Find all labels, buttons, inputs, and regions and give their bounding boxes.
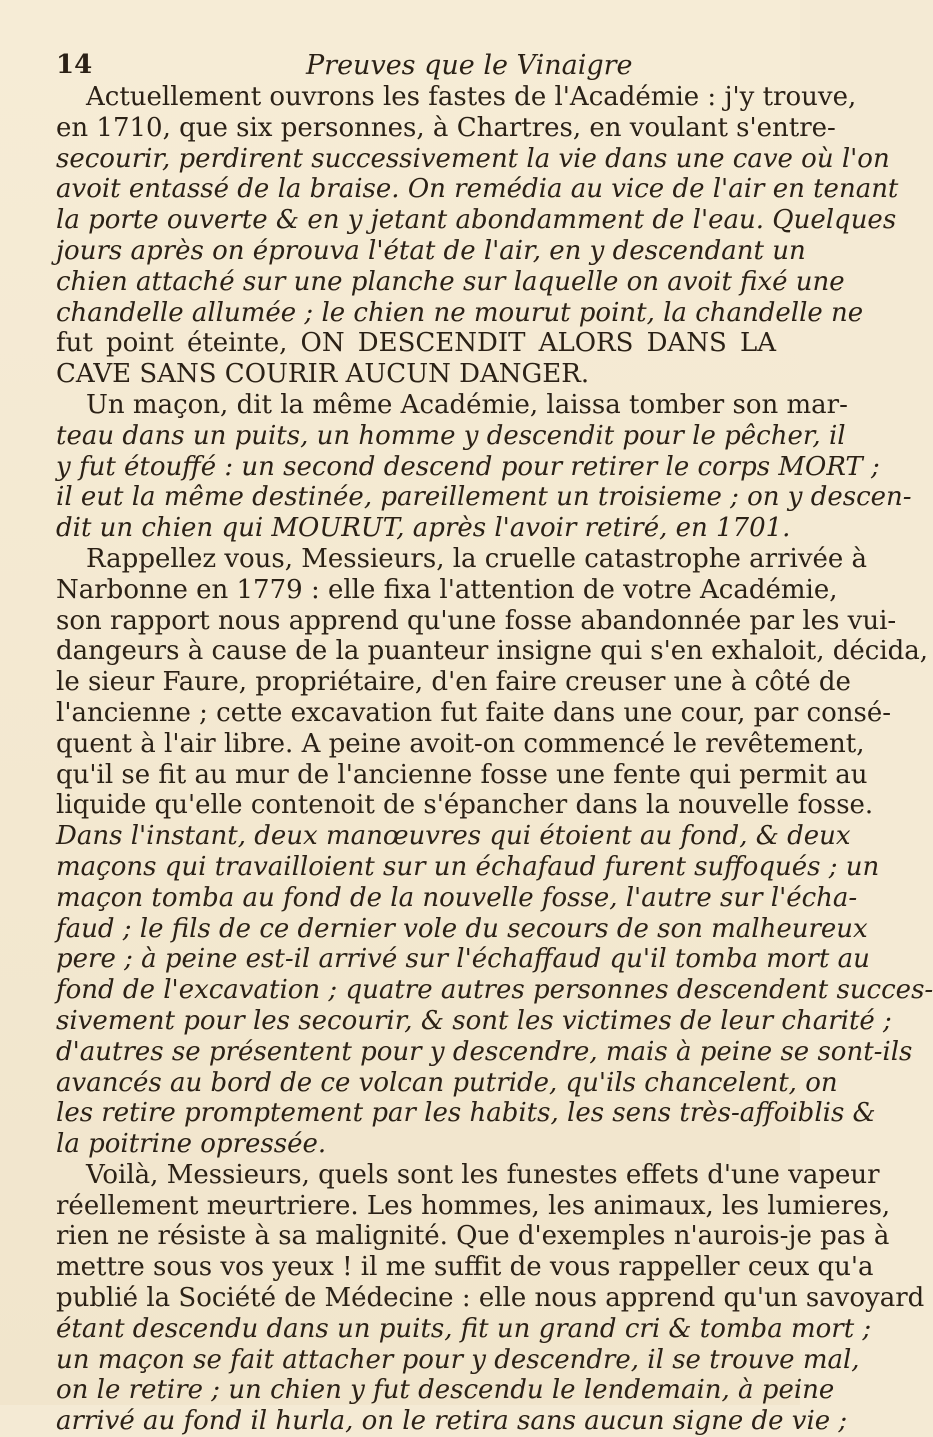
text-line: maçons qui travailloient sur un échafaud furent suffoqués ; un xyxy=(56,851,880,882)
text-line: Narbonne en 1779 : elle fixa l'attention de votre Académie, xyxy=(56,574,838,605)
text-line: la poitrine opressée. xyxy=(56,1129,327,1160)
page-header xyxy=(56,50,760,84)
text-line: la porte ouverte & en y jetant abondamment de l'eau. Quelques xyxy=(56,205,897,236)
text-line: les retire promptement par les habits, les sens très-affoiblis & xyxy=(56,1098,876,1129)
text-line: faud ; le fils de ce dernier vole du secours de son malheureux xyxy=(56,913,868,944)
text-line: Actuellement ouvrons les fastes de l'Académie : j'y trouve, xyxy=(86,82,857,112)
text-line: on le retire ; un chien y fut descendu le lendemain, à peine xyxy=(56,1375,835,1406)
text-line: d'autres se présentent pour y descendre, mais à peine se sont-ils xyxy=(56,1036,913,1067)
text-line: teau dans un puits, un homme y descendit pour le pêcher, il xyxy=(56,420,846,451)
text-line: arrivé au fond il hurla, on le retira sans aucun signe de vie ; xyxy=(56,1406,848,1437)
text-line: avancés au bord de ce volcan putride, qu'ils chancelent, on xyxy=(56,1067,838,1098)
body-text xyxy=(56,82,933,1437)
text-line: le sieur Faure, propriétaire, d'en faire creuser une à côté de xyxy=(56,667,851,698)
text-line: CAVE SANS COURIR AUCUN DANGER. xyxy=(56,359,590,390)
text-line: fond de l'excavation ; quatre autres personnes descendent succes- xyxy=(56,975,933,1006)
text-line: rien ne résiste à sa malignité. Que d'exemples n'aurois-je pas à xyxy=(56,1221,890,1252)
text-line: Un maçon, dit la même Académie, laissa tomber son mar- xyxy=(86,389,848,420)
text-line: pere ; à peine est-il arrivé sur l'échaffaud qu'il tomba mort au xyxy=(56,944,870,975)
text-line: réellement meurtriere. Les hommes, les animaux, les lumieres, xyxy=(56,1190,891,1221)
text-line: maçon tomba au fond de la nouvelle fosse, l'autre sur l'écha- xyxy=(56,882,858,913)
page-number: 14 xyxy=(56,50,93,80)
text-line: l'ancienne ; cette excavation fut faite dans une cour, par consé- xyxy=(56,697,891,728)
text-line: avoit entassé de la braise. On remédia au vice de l'air en tenant xyxy=(56,174,899,205)
text-line: qu'il se fit au mur de l'ancienne fosse une fente qui permit au xyxy=(56,759,868,790)
text-line: il eut la même destinée, pareillement un troisieme ; on y descen- xyxy=(56,482,912,513)
text-line: Dans l'instant, deux manœuvres qui étoient au fond, & deux xyxy=(56,821,851,852)
text-line: Voilà, Messieurs, quels sont les funestes effets d'une vapeur xyxy=(86,1159,880,1190)
text-line: liquide qu'elle contenoit de s'épancher dans la nouvelle fosse. xyxy=(56,790,874,821)
running-title: Preuves que le Vinaigre xyxy=(306,50,633,81)
text-line: sivement pour les secourir, & sont les victimes de leur charité ; xyxy=(56,1005,892,1036)
text-line: secourir, perdirent successivement la vie dans une cave où l'on xyxy=(56,143,890,174)
text-line: jours après on éprouva l'état de l'air, en y descendant un xyxy=(56,235,806,266)
text-line: publié la Société de Médecine : elle nous apprend qu'un savoyard xyxy=(56,1283,925,1314)
text-line: son rapport nous apprend qu'une fosse abandonnée par les vui- xyxy=(56,605,897,636)
text-line: chandelle allumée ; le chien ne mourut point, la chandelle ne xyxy=(56,297,864,328)
text-line: en 1710, que six personnes, à Chartres, en voulant s'entre- xyxy=(56,112,836,143)
text-line: quent à l'air libre. A peine avoit-on commencé le revêtement, xyxy=(56,728,865,759)
text-line: Rappellez vous, Messieurs, la cruelle catastrophe arrivée à xyxy=(86,543,868,574)
text-line: dit un chien qui MOURUT, après l'avoir retiré, en 1701. xyxy=(56,513,791,544)
text-line: y fut étouffé : un second descend pour retirer le corps MORT ; xyxy=(56,451,880,482)
text-line: fut point éteinte, ON DESCENDIT ALORS DANS LA xyxy=(56,328,776,359)
text-line: étant descendu dans un puits, fit un grand cri & tomba mort ; xyxy=(56,1313,872,1344)
text-line: un maçon se fait attacher pour y descendre, il se trouve mal, xyxy=(56,1344,860,1375)
text-line: mettre sous vos yeux ! il me suffit de vous rappeller ceux qu'a xyxy=(56,1252,874,1283)
text-line: dangeurs à cause de la puanteur insigne qui s'en exhaloit, décida, xyxy=(56,636,929,667)
text-line: chien attaché sur une planche sur laquelle on avoit fixé une xyxy=(56,266,845,297)
